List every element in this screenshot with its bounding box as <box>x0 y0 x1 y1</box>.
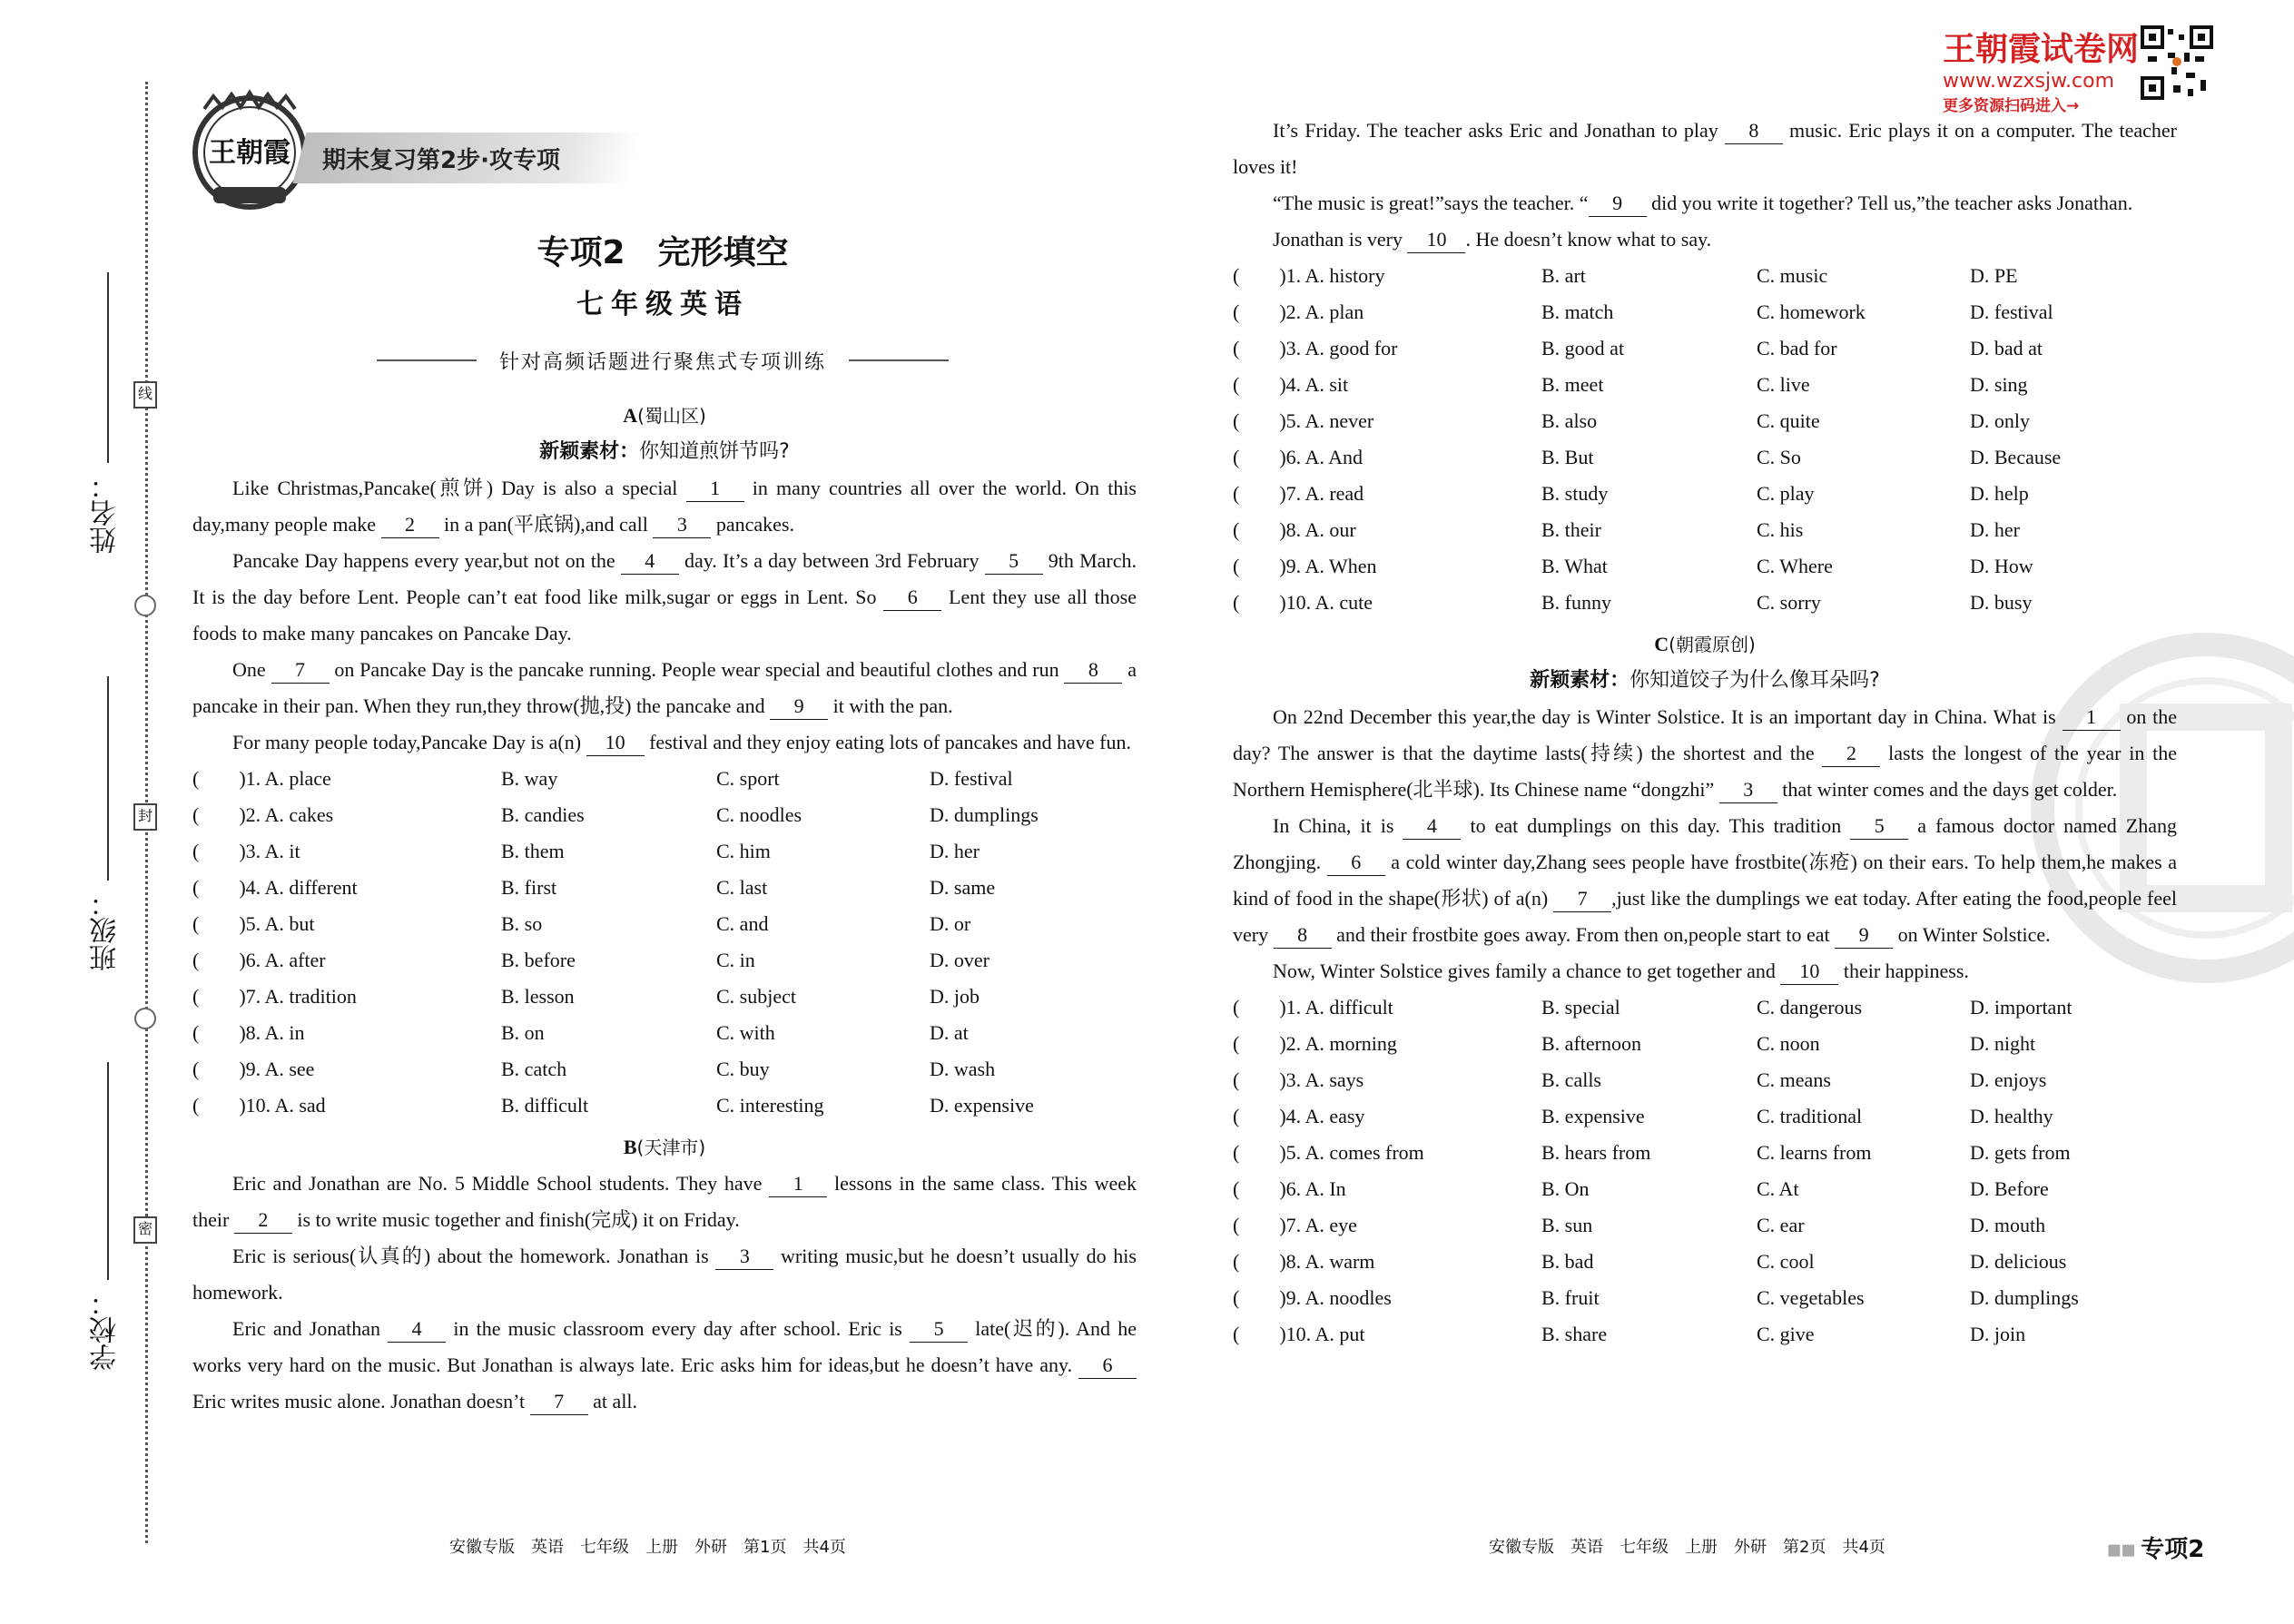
passage-text: festival and they enjoy eating lots of pancakes and have fun. <box>644 731 1131 753</box>
question-option: B. on <box>501 1021 545 1044</box>
question-option: C. live <box>1757 373 1810 396</box>
question-option-a[interactable]: ( )1. A. history <box>1233 264 1385 287</box>
answer-blank[interactable]: 7 <box>530 1389 588 1415</box>
question-option-a[interactable]: ( )6. A. In <box>1233 1177 1346 1200</box>
options-list <box>1233 989 2177 1353</box>
passage-text: Eric is serious(认真的) about the homework. Jonathan is <box>232 1245 716 1267</box>
passage-text: Eric writes music alone. Jonathan doesn’t <box>192 1390 530 1412</box>
question-option: C. play <box>1757 482 1815 505</box>
brand-url[interactable]: www.wzxsjw.com <box>1943 70 2115 93</box>
question-option: B. catch <box>501 1058 567 1080</box>
question-option: B. lesson <box>501 985 575 1008</box>
question-option: D. or <box>930 912 971 935</box>
passage-text: lessons in the same class. This week their <box>192 1172 1137 1231</box>
answer-blank[interactable]: 7 <box>1553 886 1611 912</box>
passage-text: Pancake Day happens every year,but not on the <box>232 549 621 572</box>
passage-text: on Pancake Day is the pancake running. People wear special and beautiful clothes and run <box>329 658 1065 681</box>
tagline: 针对高频话题进行聚焦式专项训练 <box>498 351 826 374</box>
passage-paragraph <box>192 543 1137 652</box>
question-option-a[interactable]: ( )2. A. plan <box>1233 300 1364 323</box>
question-option: B. before <box>501 949 576 971</box>
question-option-a[interactable]: ( )5. A. comes from <box>1233 1141 1424 1164</box>
question-option: B. candies <box>501 803 585 826</box>
question-option: C. last <box>716 876 768 899</box>
cut-mark-seal: 封 <box>133 803 157 831</box>
divider <box>377 359 477 361</box>
wangzhaoxia-logo <box>186 89 313 216</box>
question-option: C. At <box>1757 1177 1799 1200</box>
answer-blank[interactable]: 1 <box>2063 704 2121 731</box>
question-option: C. his <box>1757 518 1804 541</box>
question-option: C. dangerous <box>1757 996 1863 1019</box>
passage-text: 9th March. It is the day before Lent. People can’t eat food like milk,sugar or eggs in Lent. So <box>192 549 1137 608</box>
right-column <box>1233 113 2177 1353</box>
passage-text: their happiness. <box>1838 960 1969 982</box>
section-b-heading: B(天津市) <box>623 1136 706 1158</box>
answer-blank[interactable]: 7 <box>271 657 330 684</box>
question-option: B. share <box>1541 1323 1608 1345</box>
question-option: D. dumplings <box>1970 1286 2079 1309</box>
question-option-a[interactable]: ( )9. A. noodles <box>1233 1286 1392 1309</box>
question-option-a[interactable]: ( )7. A. read <box>1233 482 1364 505</box>
answer-blank[interactable]: 5 <box>910 1316 968 1343</box>
passage-paragraph <box>1233 953 2177 989</box>
brand-block <box>1943 24 2139 115</box>
passage-text: on the day? The answer is that the daytime lasts(持续) the shortest and the <box>1233 705 2177 764</box>
question-option: B. first <box>501 876 557 899</box>
passage-text: Eric and Jonathan are No. 5 Middle School students. They have <box>232 1172 770 1195</box>
question-option: B. study <box>1541 482 1609 505</box>
answer-blank[interactable]: 10 <box>1780 959 1838 985</box>
divider <box>849 359 949 361</box>
question-option-a[interactable]: ( )8. A. our <box>1233 518 1356 541</box>
question-option: D. job <box>930 985 980 1008</box>
question-option: B. hears from <box>1541 1141 1651 1164</box>
passage-text: In China, it is <box>1273 814 1403 837</box>
question-option: B. But <box>1541 446 1594 468</box>
punch-hole-icon <box>134 595 156 616</box>
passage-paragraph <box>1233 808 2177 953</box>
banner-text: 期末复习第2步·攻专项 <box>322 147 560 174</box>
passage-text: a cold winter day,Zhang sees people have frostbite(冻疮) on their ears. To help them,he makes a kind of food in the shape(形状) of a(n) <box>1233 851 2178 910</box>
question-option: B. meet <box>1541 373 1604 396</box>
question-option: C. quite <box>1757 409 1820 432</box>
question-option: D. bad at <box>1970 337 2043 359</box>
answer-blank[interactable]: 4 <box>388 1316 446 1343</box>
answer-blank[interactable]: 4 <box>1403 813 1461 840</box>
section-a-material: 新颖素材：你知道煎饼节吗? <box>539 440 790 463</box>
answer-blank[interactable]: 5 <box>985 548 1043 575</box>
passage-text: day. It’s a day between 3rd February <box>678 549 985 572</box>
passage-text: on Winter Solstice. <box>1893 923 2051 946</box>
answer-blank[interactable]: 6 <box>1327 850 1385 876</box>
question-option: C. music <box>1757 264 1828 287</box>
answer-blank[interactable]: 3 <box>1719 777 1777 803</box>
question-option: B. funny <box>1541 591 1611 614</box>
passage-paragraph <box>192 1311 1137 1420</box>
question-option-a[interactable]: ( )5. A. but <box>192 912 315 935</box>
passage-paragraph <box>192 724 1137 761</box>
question-option: B. art <box>1541 264 1586 287</box>
punch-hole-icon <box>134 1008 156 1029</box>
answer-blank[interactable]: 1 <box>686 476 744 502</box>
brand-name: 王朝霞试卷网 <box>1943 31 2140 68</box>
question-option-a[interactable]: ( )4. A. easy <box>1233 1105 1365 1127</box>
corner-label: ▪▪ 专项2 <box>2106 1536 2205 1563</box>
question-option: C. buy <box>716 1058 770 1080</box>
passage-paragraph <box>192 1166 1137 1238</box>
question-option: D. Because <box>1970 446 2062 468</box>
passage-text: lasts the longest of the year in the Northern Hemisphere(北半球). Its Chinese name “dongzhi” <box>1233 742 2177 801</box>
passage-text: a famous doctor named Zhang Zhongjing. <box>1233 814 2178 873</box>
passage-text: is to write music together and finish(完成) it on Friday. <box>291 1208 740 1231</box>
question-option: D. gets from <box>1970 1141 2071 1164</box>
passage-text: Eric and Jonathan <box>232 1317 389 1340</box>
question-option-a[interactable]: ( )3. A. says <box>1233 1068 1364 1091</box>
question-option: D. PE <box>1970 264 2018 287</box>
question-option: D. mouth <box>1970 1214 2046 1236</box>
question-option: C. vegetables <box>1757 1286 1865 1309</box>
question-option: B. match <box>1541 300 1614 323</box>
passage-text: For many people today,Pancake Day is a(n) <box>232 731 586 753</box>
passage-text: Lent they use all those foods to make many pancakes on Pancake Day. <box>192 586 1137 645</box>
answer-blank[interactable]: 10 <box>1407 227 1465 253</box>
question-option: B. fruit <box>1541 1286 1600 1309</box>
question-option: C. noodles <box>716 803 802 826</box>
question-option: B. way <box>501 767 558 790</box>
section-c-material: 新颖素材：你知道饺子为什么像耳朵吗? <box>1530 669 1880 692</box>
question-option: B. so <box>501 912 543 935</box>
passage-paragraph <box>1233 185 2177 221</box>
passage-text: at all. <box>587 1390 638 1412</box>
question-option-a[interactable]: ( )1. A. difficult <box>1233 996 1393 1019</box>
question-option: D. dumplings <box>930 803 1039 826</box>
question-option: D. festival <box>930 767 1013 790</box>
question-option: D. over <box>930 949 989 971</box>
question-option-a[interactable]: ( )8. A. warm <box>1233 1250 1375 1273</box>
question-option: C. in <box>716 949 755 971</box>
question-option-a[interactable]: ( )5. A. never <box>1233 409 1374 432</box>
answer-blank[interactable]: 2 <box>1822 741 1880 767</box>
passage-text: “The music is great!”says the teacher. “ <box>1273 192 1589 214</box>
question-option: D. festival <box>1970 300 2053 323</box>
question-option: C. means <box>1757 1068 1831 1091</box>
passage-text: It’s Friday. The teacher asks Eric and Jonathan to play <box>1273 119 1725 142</box>
question-option-a[interactable]: ( )4. A. sit <box>1233 373 1349 396</box>
passage-text: in the music classroom every day after school. Eric is <box>446 1317 911 1340</box>
question-option: C. Where <box>1757 555 1833 577</box>
question-option-a[interactable]: ( )3. A. good for <box>1233 337 1398 359</box>
question-option: D. enjoys <box>1970 1068 2047 1091</box>
answer-blank[interactable]: 10 <box>586 730 645 756</box>
question-option: C. subject <box>716 985 796 1008</box>
passage-text: late(迟的). And he works very hard on the music. But Jonathan is always late. Eric asks him for ideas,but he doesn’t have any. <box>192 1317 1137 1376</box>
question-option-a[interactable]: ( )10. A. cute <box>1233 591 1373 614</box>
question-option: C. cool <box>1757 1250 1815 1273</box>
question-option: C. give <box>1757 1323 1815 1345</box>
question-option-a[interactable]: ( )4. A. different <box>192 876 358 899</box>
question-option: B. also <box>1541 409 1598 432</box>
logo-text: 王朝霞 <box>209 137 290 169</box>
answer-blank[interactable]: 8 <box>1274 922 1332 949</box>
question-option-a[interactable]: ( )6. A. after <box>192 949 326 971</box>
page-title: 专项2 完形填空 <box>537 234 789 271</box>
question-option: D. Before <box>1970 1177 2049 1200</box>
question-option: C. sport <box>716 767 780 790</box>
question-option: D. wash <box>930 1058 996 1080</box>
passage-text: to eat dumplings on this day. This tradition <box>1461 814 1851 837</box>
passage-text: Now, Winter Solstice gives family a chance to get together and <box>1273 960 1781 982</box>
question-option: C. traditional <box>1757 1105 1863 1127</box>
question-option: C. interesting <box>716 1094 824 1117</box>
answer-blank[interactable]: 5 <box>1850 813 1908 840</box>
question-option-a[interactable]: ( )7. A. tradition <box>192 985 357 1008</box>
name-label: 姓名： <box>90 472 122 554</box>
passage-text: Like Christmas,Pancake(煎饼) Day is also a special <box>232 477 686 499</box>
name-field[interactable] <box>107 272 109 463</box>
answer-blank[interactable]: 4 <box>621 548 679 575</box>
question-option-a[interactable]: ( )9. A. When <box>1233 555 1377 577</box>
passage-paragraph <box>192 1238 1137 1311</box>
question-option: C. him <box>716 840 771 862</box>
answer-blank[interactable]: 2 <box>234 1207 292 1234</box>
answer-blank[interactable]: 3 <box>653 512 711 538</box>
school-field[interactable] <box>107 1062 109 1280</box>
passage-paragraph <box>192 470 1137 543</box>
cut-mark-line: 线 <box>133 381 157 408</box>
passage-text: . He doesn’t know what to say. <box>1465 228 1712 251</box>
question-option: C. noon <box>1757 1032 1820 1055</box>
passage-paragraph <box>1233 221 2177 258</box>
answer-blank[interactable]: 9 <box>770 694 828 720</box>
question-option: D. same <box>930 876 996 899</box>
question-option: C. ear <box>1757 1214 1805 1236</box>
passage-text: music. Eric plays it on a computer. The teacher loves it! <box>1233 119 2177 178</box>
question-option: B. sun <box>1541 1214 1593 1236</box>
answer-blank[interactable]: 6 <box>883 585 941 611</box>
question-option: D. at <box>930 1021 969 1044</box>
passage-text: On 22nd December this year,the day is Winter Solstice. It is an important day in China. What is <box>1273 705 2063 728</box>
question-option: B. On <box>1541 1177 1590 1200</box>
answer-blank[interactable]: 8 <box>1725 118 1783 144</box>
answer-blank[interactable]: 3 <box>715 1244 773 1270</box>
passage-text: ,just like the dumplings we eat today. After eating the food,people feel very <box>1233 887 2177 946</box>
question-option-a[interactable]: ( )2. A. morning <box>1233 1032 1397 1055</box>
question-option: D. expensive <box>930 1094 1034 1117</box>
question-option-a[interactable]: ( )8. A. in <box>192 1021 305 1044</box>
question-option: B. What <box>1541 555 1608 577</box>
passage-text: and their frostbite goes away. From then on,people start to eat <box>1331 923 1836 946</box>
question-option: D. join <box>1970 1323 2026 1345</box>
answer-blank[interactable]: 9 <box>1835 922 1893 949</box>
class-label: 班级： <box>90 890 122 971</box>
question-option-a[interactable]: ( )7. A. eye <box>1233 1214 1357 1236</box>
passage-text: in many countries all over the world. On this day,many people make <box>192 477 1137 536</box>
options-list <box>192 761 1137 1124</box>
question-option: D. her <box>930 840 980 862</box>
answer-blank[interactable]: 9 <box>1589 191 1647 217</box>
question-option: B. afternoon <box>1541 1032 1641 1055</box>
qr-code-icon[interactable] <box>2141 25 2213 100</box>
question-option-a[interactable]: ( )10. A. put <box>1233 1323 1365 1345</box>
passage-text: pancakes. <box>711 513 794 536</box>
passage-paragraph <box>1233 113 2177 185</box>
question-option: D. her <box>1970 518 2020 541</box>
question-option: D. delicious <box>1970 1250 2067 1273</box>
question-option: B. special <box>1541 996 1620 1019</box>
question-option-a[interactable]: ( )9. A. see <box>192 1058 315 1080</box>
school-label: 学校： <box>90 1289 122 1371</box>
question-option: B. bad <box>1541 1250 1594 1273</box>
question-option: B. difficult <box>501 1094 589 1117</box>
left-column <box>192 398 1137 1420</box>
question-option: C. learns from <box>1757 1141 1872 1164</box>
passage-text: a pancake in their pan. When they run,they throw(抛,投) the pancake and <box>192 658 1137 717</box>
page-subtitle: 七年级英语 <box>576 289 749 320</box>
question-option: B. expensive <box>1541 1105 1645 1127</box>
question-option: B. them <box>501 840 565 862</box>
question-option-a[interactable]: ( )2. A. cakes <box>192 803 334 826</box>
question-option-a[interactable]: ( )1. A. place <box>192 767 331 790</box>
answer-blank[interactable]: 6 <box>1078 1353 1137 1379</box>
question-option: C. and <box>716 912 769 935</box>
question-option: D. How <box>1970 555 2033 577</box>
question-option: D. sing <box>1970 373 2028 396</box>
question-option: D. important <box>1970 996 2072 1019</box>
brand-more: 更多资源扫码进入→ <box>1943 97 2080 115</box>
question-option: B. calls <box>1541 1068 1601 1091</box>
passage-text: writing music,but he doesn’t usually do his homework. <box>192 1245 1137 1304</box>
passage-paragraph <box>1233 699 2177 808</box>
question-option: D. healthy <box>1970 1105 2053 1127</box>
answer-blank[interactable]: 1 <box>769 1171 827 1197</box>
question-option: C. with <box>716 1021 775 1044</box>
question-option-a[interactable]: ( )3. A. it <box>192 840 300 862</box>
options-list <box>1233 258 2177 621</box>
question-option-a[interactable]: ( )6. A. And <box>1233 446 1364 468</box>
passage-text: that winter comes and the days get colder. <box>1777 778 2118 801</box>
question-option: D. night <box>1970 1032 2036 1055</box>
passage-text: Jonathan is very <box>1273 228 1408 251</box>
question-option-a[interactable]: ( )10. A. sad <box>192 1094 326 1117</box>
page-footer-left: 安徽专版 英语 七年级 上册 外研 第1页 共4页 <box>449 1538 846 1557</box>
question-option: B. their <box>1541 518 1601 541</box>
section-c-heading: C(朝霞原创) <box>1654 633 1756 655</box>
page-footer-right: 安徽专版 英语 七年级 上册 外研 第2页 共4页 <box>1489 1538 1885 1557</box>
class-field[interactable] <box>107 676 109 881</box>
question-option: D. help <box>1970 482 2029 505</box>
question-option: C. So <box>1757 446 1801 468</box>
passage-text: it with the pan. <box>828 694 953 717</box>
passage-text: in a pan(平底锅),and call <box>438 513 654 536</box>
passage-text: did you write it together? Tell us,”the teacher asks Jonathan. <box>1646 192 2133 214</box>
passage-paragraph <box>192 652 1137 724</box>
question-option: B. good at <box>1541 337 1625 359</box>
answer-blank[interactable]: 8 <box>1064 657 1122 684</box>
question-option: D. busy <box>1970 591 2033 614</box>
answer-blank[interactable]: 2 <box>381 512 439 538</box>
cut-mark-secret: 密 <box>133 1216 157 1244</box>
section-a-heading: A(蜀山区) <box>623 404 706 427</box>
question-option: C. sorry <box>1757 591 1821 614</box>
question-option: C. bad for <box>1757 337 1837 359</box>
passage-text: One <box>232 658 271 681</box>
question-option: D. only <box>1970 409 2030 432</box>
question-option: C. homework <box>1757 300 1866 323</box>
